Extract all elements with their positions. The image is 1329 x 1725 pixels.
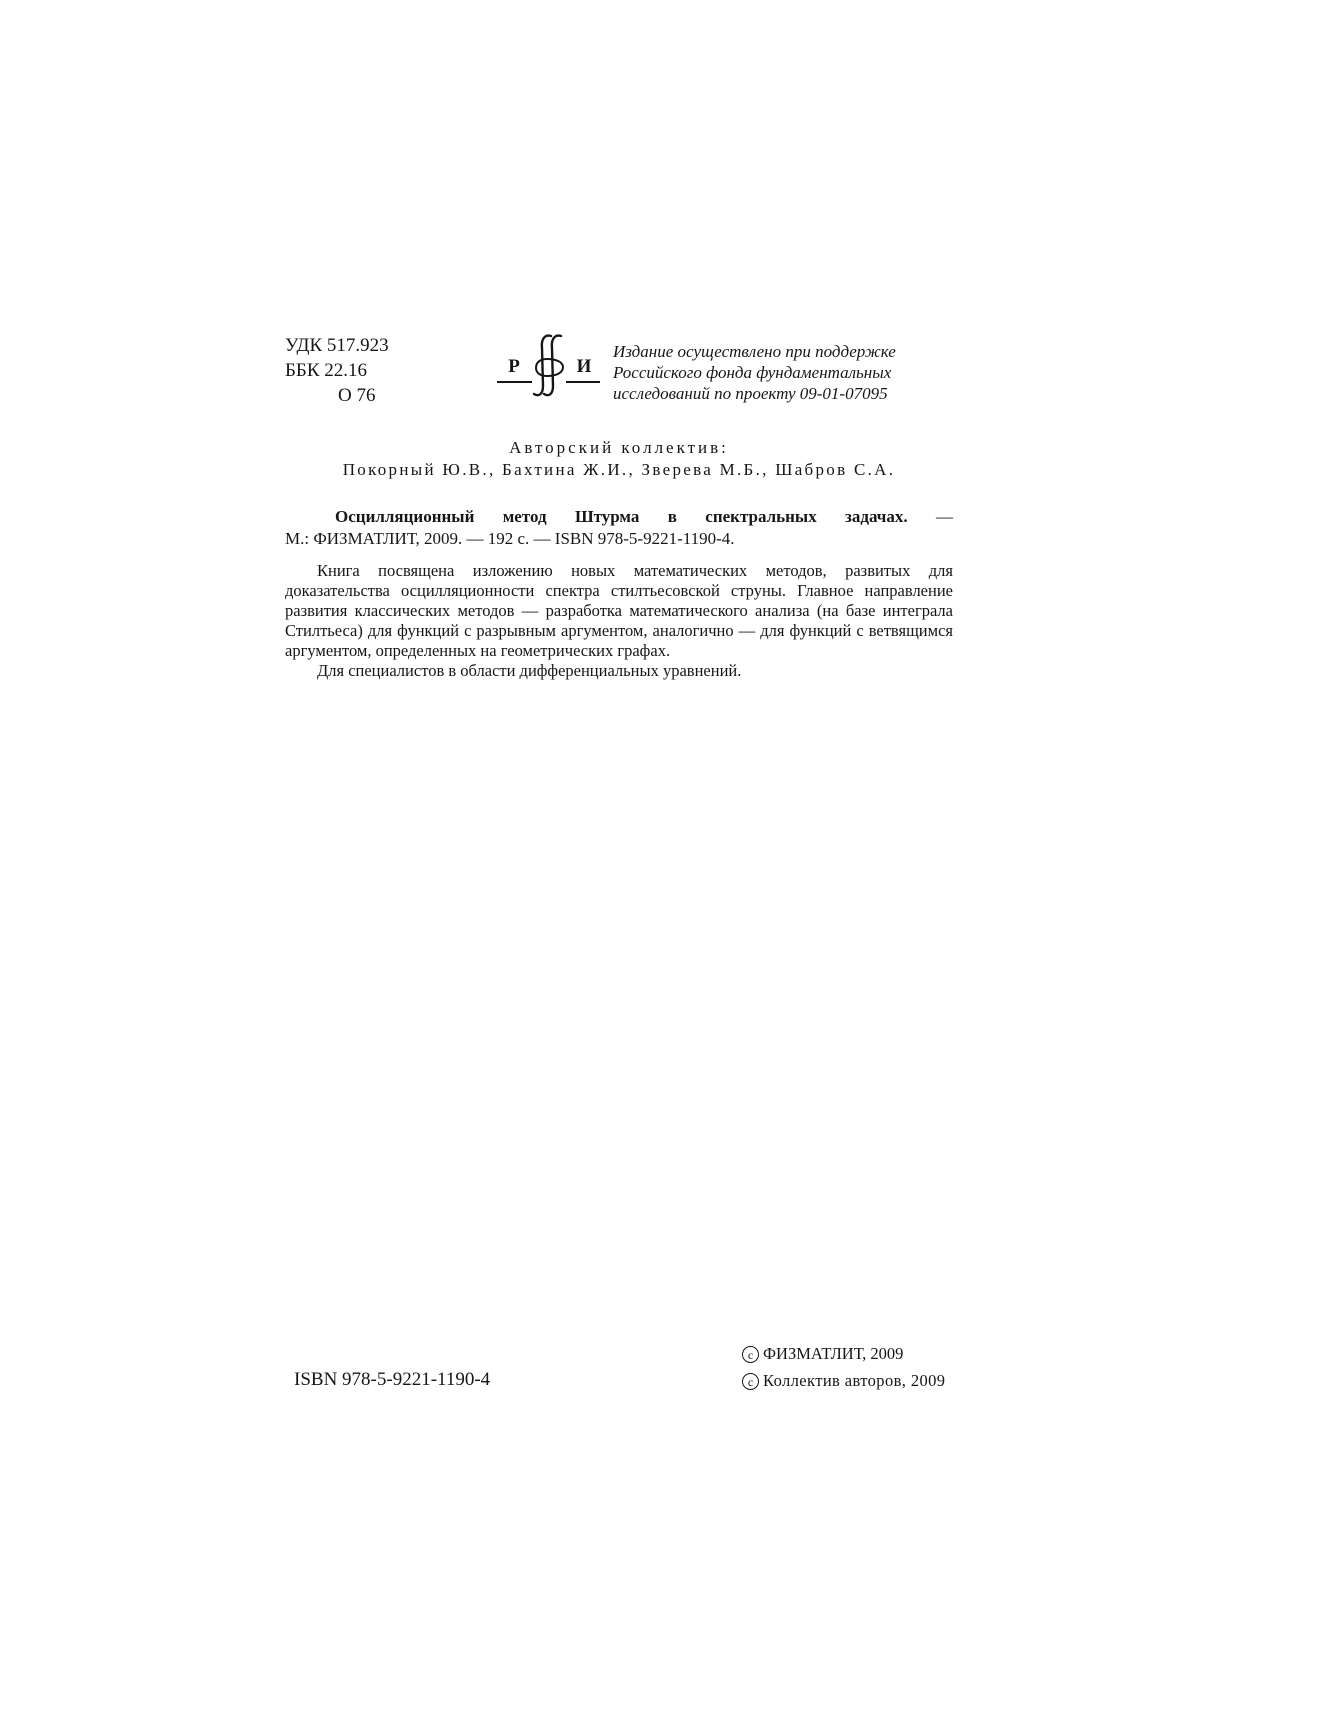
copyright-authors bbox=[742, 1371, 945, 1391]
udk-code: УДК 517.923 bbox=[285, 335, 389, 356]
bibliographic-imprint: М.: ФИЗМАТЛИТ, 2009. — 192 с. — ISBN 978-5-9221-1190-4. bbox=[285, 529, 735, 548]
annotation-paragraph-1: Книга посвящена изложению новых математических методов, развитых для доказательства осцилляционности спектра стилтьесовской струны. Главное направление развития классических методов — разработка математического анализа (на базе интеграла Стилтьеса) для функций с разрывным аргументом, аналогично — для функций с ветвящимся аргументом, определенных на геометрических графах. bbox=[285, 561, 953, 660]
funding-line-2: Российского фонда фундаментальных bbox=[613, 363, 892, 382]
isbn: ISBN 978-5-9221-1190-4 bbox=[294, 1369, 491, 1390]
author-mark: О 76 bbox=[338, 385, 376, 406]
bibliographic-title-line bbox=[285, 506, 953, 528]
rffi-logo bbox=[494, 330, 604, 400]
annotation-paragraph-2: Для специалистов в области дифференциальных уравнений. bbox=[317, 661, 742, 680]
copyright-icon: c bbox=[742, 1373, 759, 1390]
annotation bbox=[285, 561, 953, 681]
logo-stroke-2 bbox=[544, 336, 561, 396]
logo-letter-right: И bbox=[576, 356, 592, 377]
book-title: Осцилляционный метод Штурма в спектральных задачах. bbox=[335, 507, 908, 526]
bibliographic-entry bbox=[285, 506, 953, 550]
authors-heading: Авторский коллектив: bbox=[509, 438, 729, 457]
funding-line-3: исследований по проекту 09-01-07095 bbox=[613, 384, 888, 403]
copyright-publisher-text: ФИЗМАТЛИТ, 2009 bbox=[763, 1344, 904, 1363]
classification-codes bbox=[285, 333, 389, 408]
copyright-publisher bbox=[742, 1344, 903, 1364]
bbk-code: ББК 22.16 bbox=[285, 360, 367, 381]
copyright-authors-text: Коллектив авторов, 2009 bbox=[763, 1371, 946, 1390]
copyright-icon: c bbox=[742, 1346, 759, 1363]
logo-bowl bbox=[536, 359, 563, 376]
logo-letter-left: Р bbox=[508, 356, 520, 377]
funding-line-1: Издание осуществлено при поддержке bbox=[613, 342, 896, 361]
funding-note bbox=[613, 341, 953, 404]
authors-names: Покорный Ю.В., Бахтина Ж.И., Зверева М.Б., Шабров С.А. bbox=[342, 460, 896, 479]
title-dash: — bbox=[907, 507, 954, 526]
